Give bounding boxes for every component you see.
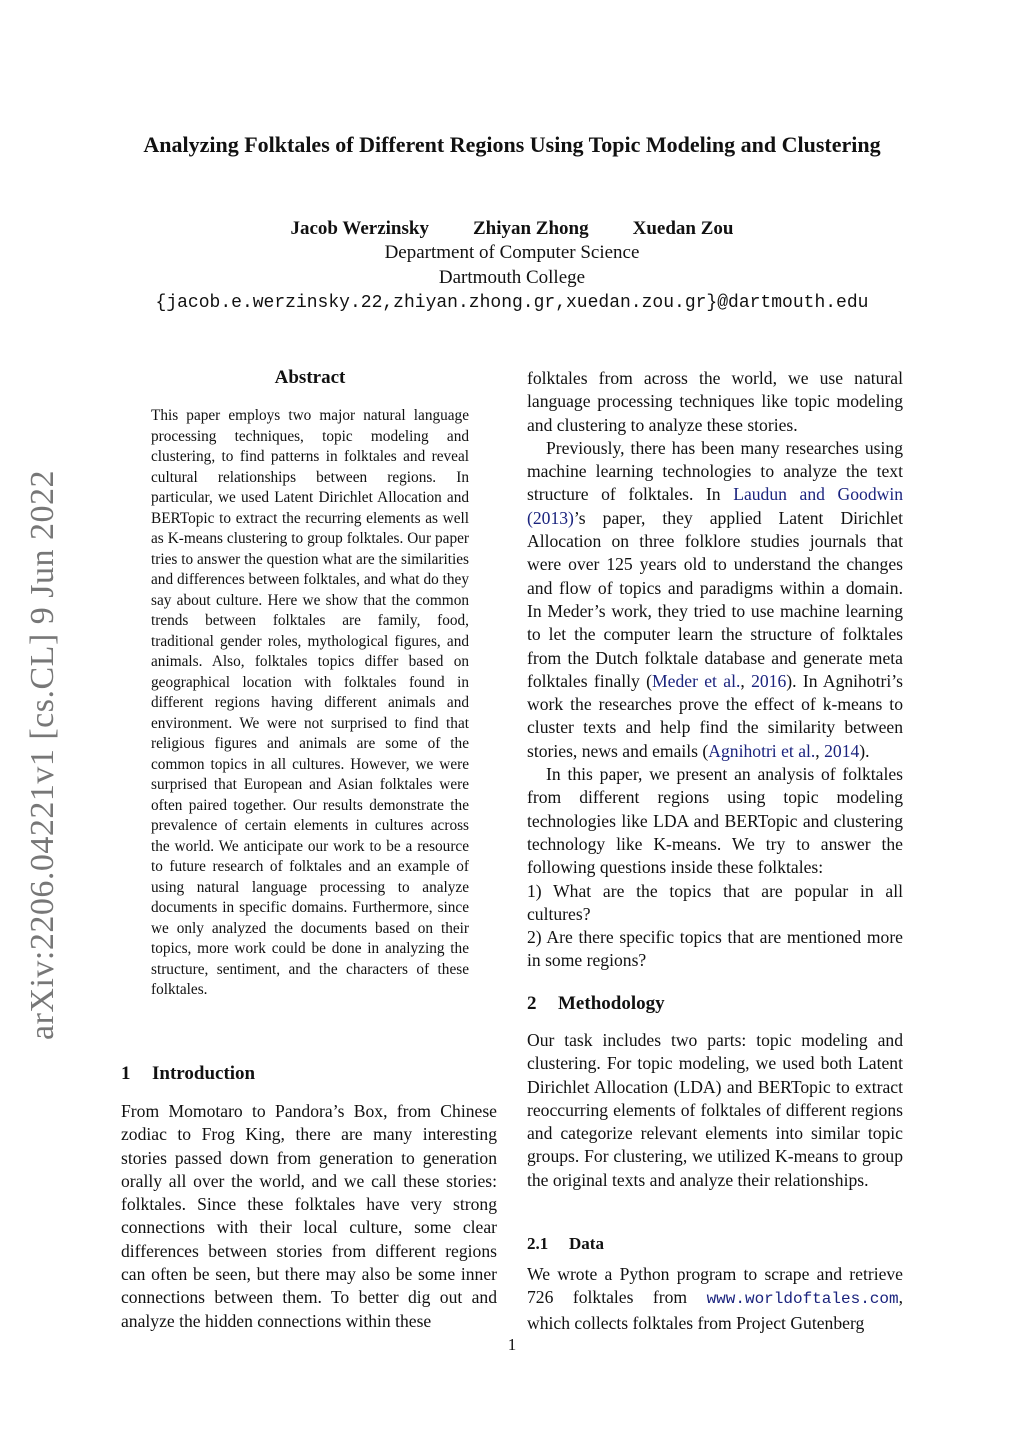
section-heading-introduction (121, 1062, 255, 1086)
author-name: Zhiyan Zhong (472, 218, 589, 239)
paper-title: Analyzing Folktales of Different Regions Using Topic Modeling and Clustering (143, 132, 881, 157)
text-span: ). (859, 740, 870, 761)
research-question-2: 2) Are there specific topics that are mentioned more in some regions? (527, 927, 903, 971)
methodology-paragraph (527, 1029, 903, 1192)
citation-link[interactable]: Meder et al. (652, 670, 741, 691)
citation-year[interactable]: 2016 (751, 670, 787, 691)
website-link[interactable]: www.worldoftales.com (706, 1290, 899, 1309)
intro-paragraph-3: In this paper, we present an analysis of folktales from different regions using topic modeling technologies like LDA and BERTopic and clustering technology like K-means. We try to answer the following questions inside these folktales: (527, 764, 903, 878)
right-column-text (527, 367, 903, 973)
author-list (0, 217, 1024, 241)
author-emails: {jacob.e.werzinsky.22,zhiyan.zhong.gr,xuedan.zou.gr}@dartmouth.edu (155, 293, 869, 313)
abstract-text: This paper employs two major natural language processing techniques, topic modeling and clustering, to find patterns in folktales and reveal cultural relationships between regions. In particular, we used Latent Dirichlet Allocation and BERTopic to extract the recurring elements as well as K-means clustering to group folktales. Our paper tries to answer the question what are the similarities and differences between folktales, and what do they say about culture. Here we show that the common trends between folktales are family, food, traditional gender roles, mythological figures, and animals. Also, folktales topics differ based on geographical location with folktales found in different regions having different animals and environment. We were not surprised to find that religious figures and animals are some of the common topics in all cultures. However, we were surprised that European and Asian folktales were often paired together. Our results demonstrate the prevalence of certain elements in cultures across the world. We anticipate our work to be a resource to future research of folktales and an example of using natural language processing to analyze documents in specific domains. Furthermore, since we only analyzed the documents based on their topics, more work could be done in analyzing the structure, sentiment, and the characters of these folktales. (151, 407, 469, 998)
data-paragraph (527, 1263, 903, 1335)
section-heading-methodology (527, 992, 665, 1016)
section-number: 1 (121, 1063, 131, 1084)
citation-link[interactable]: (2013) (527, 507, 574, 528)
subsection-heading-data (527, 1233, 604, 1255)
section-title: Methodology (558, 993, 665, 1014)
research-question-1: 1) What are the topics that are popular in all cultures? (527, 880, 903, 924)
methodology-text: Our task includes two parts: topic modeling and clustering. For topic modeling, we used both Latent Dirichlet Allocation (LDA) and BERTopic to extract reoccurring elements of folktales of different regions and categorize relevant elements into similar topic groups. For clustering, we utilized K-means to group the original texts and analyze their relationships. (527, 1030, 903, 1190)
author-name: Jacob Werzinsky (290, 218, 429, 239)
institution: Dartmouth College (438, 267, 586, 288)
text-span: , which collects folktales from Project Gutenberg (527, 1287, 903, 1333)
subsection-number: 2.1 (527, 1234, 549, 1253)
section-number: 2 (527, 993, 537, 1014)
text-span: ’s paper, they applied Latent Dirichlet Allocation on three folklore studies journals that were over 125 years old to understand the changes and flow of topics and paradigms within a domain. In Meder’s work, they tried to use machine learning to let the computer learn the structure of folktales from the Dutch folktale database and generate meta folktales finally ( (527, 507, 903, 691)
subsection-title: Data (569, 1234, 604, 1253)
text-span: Previously, there has been many researches using machine learning technologies to analyze the text structure of folktales. In (527, 437, 903, 505)
citation-year[interactable]: 2014 (824, 740, 860, 761)
author-name: Xuedan Zou (632, 218, 734, 239)
department: Department of Computer Science (384, 242, 640, 263)
intro-paragraph-2: Previously, there has been many researches using machine learning technologies to analyze the text structure of folktales. In Laudun and Goodwin (2013)’s paper, they applied Latent Dirichlet Allocation on three folklore studies journals that were over 125 years old to understand the changes and flow of topics and paradigms within a domain. In Meder’s work, they tried to use machine learning to let the computer learn the structure of folktales from the Dutch folktale database and generate meta folktales finally (Meder et al., 2016). In Agnihotri’s work the researches prove the effect of k-means to cluster texts and help find the similarity between stories, news and emails (Agnihotri et al., 2014). (527, 437, 904, 761)
abstract-heading: Abstract (274, 367, 346, 388)
citation-link[interactable]: Laudun and Goodwin (733, 484, 904, 505)
arxiv-stamp: arXiv:2206.04221v1 [cs.CL] 9 Jun 2022 (24, 469, 61, 1040)
text-span: We wrote a Python program to scrape and retrieve 726 folktales from (527, 1264, 903, 1308)
intro-text: From Momotaro to Pandora’s Box, from Chinese zodiac to Frog King, there are many interesting stories passed down from generation to generation orally all over the world, and we call these stories: folktales. Since these folktales have very strong connections with their local culture, some clear differences between stories from different regions can often be seen, but there may also be some inner connections between them. To better dig out and analyze the hidden connections within these (121, 1101, 497, 1331)
page-number: 1 (507, 1335, 517, 1354)
section-title: Introduction (152, 1063, 256, 1084)
citation-year[interactable]: 2013 (532, 507, 569, 528)
citation-link[interactable]: Agnihotri et al. (708, 740, 816, 761)
intro-text-continued: folktales from across the world, we use natural language processing techniques like topic modeling and clustering to analyze these stories. (527, 368, 903, 435)
text-span: ). In Agnihotri’s work the researches prove the effect of k-means to cluster texts and help find the similarity between stories, news and emails ( (527, 670, 904, 761)
intro-paragraph-1 (121, 1100, 497, 1333)
